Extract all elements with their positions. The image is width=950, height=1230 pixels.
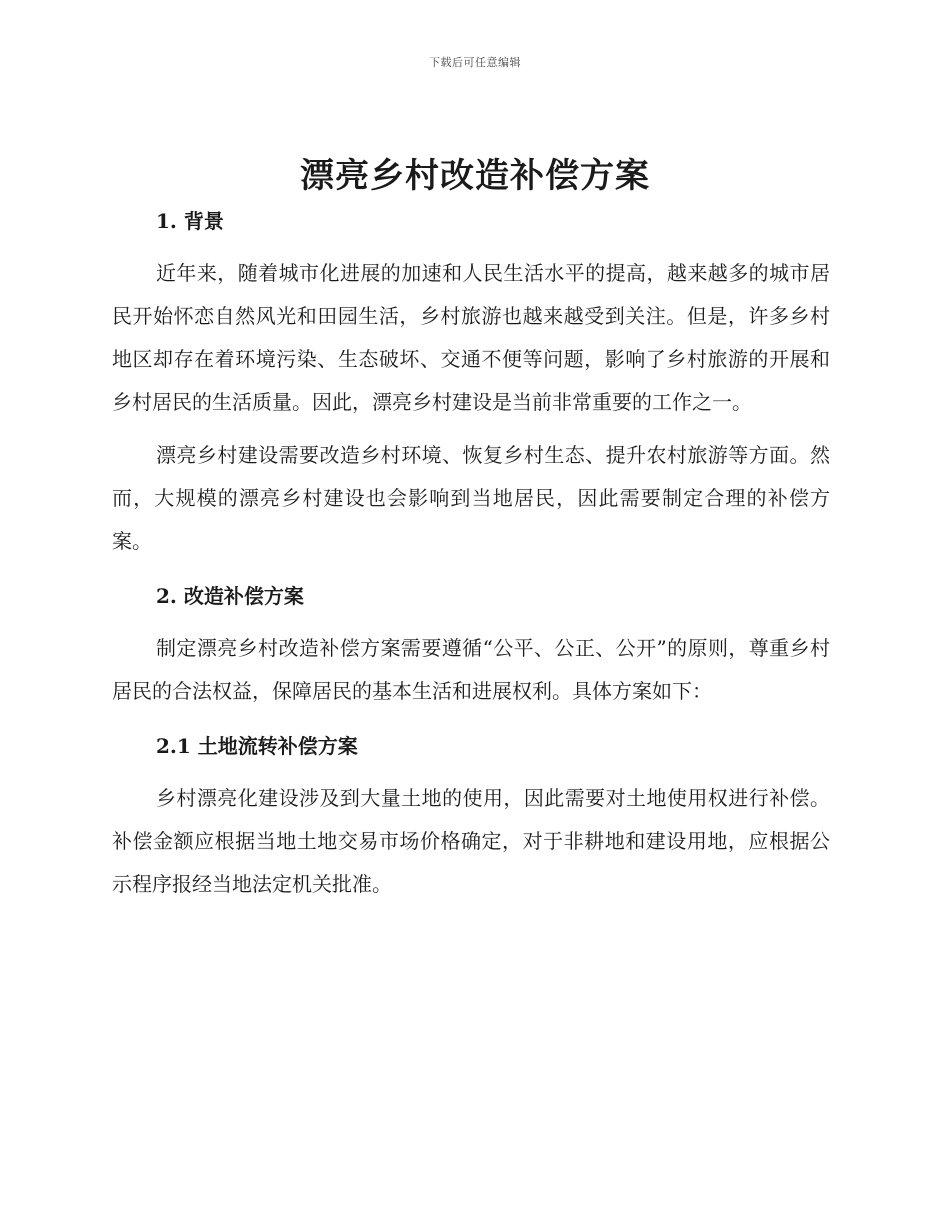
document-title: 漂亮乡村改造补偿方案 xyxy=(300,156,650,196)
section-heading-plan: 2. 改造补偿方案 xyxy=(156,584,304,608)
section-heading-background: 1. 背景 xyxy=(156,209,224,233)
paragraph-background-1: 近年来，随着城市化进展的加速和人民生活水平的提高，越来越多的城市居民开始怀恋自然风光和田园生活，乡村旅游也越来越受到关注。但是，许多乡村地区却存在着环境污染、生态破坏、交通不便等问题，影响了乡村旅游的开展和乡村居民的生活质量。因此，漂亮乡村建设是当前非常重要的工作之一。 xyxy=(112,261,830,414)
document-body xyxy=(112,206,830,906)
page-header: 下载后可任意编辑 xyxy=(429,56,521,69)
paragraph-background-2: 漂亮乡村建设需要改造乡村环境、恢复乡村生态、提升农村旅游等方面。然而，大规模的漂亮乡村建设也会影响到当地居民，因此需要制定合理的补偿方案。 xyxy=(112,443,830,553)
paragraph-land-1: 乡村漂亮化建设涉及到大量土地的使用，因此需要对土地使用权进行补偿。补偿金额应根据当地土地交易市场价格确定，对于非耕地和建设用地，应根据公示程序报经当地法定机关批准。 xyxy=(112,786,830,896)
paragraph-plan-1: 制定漂亮乡村改造补偿方案需要遵循“公平、公正、公开”的原则，尊重乡村居民的合法权益，保障居民的基本生活和进展权利。具体方案如下： xyxy=(112,636,830,703)
section-heading-land: 2.1 土地流转补偿方案 xyxy=(156,734,358,758)
